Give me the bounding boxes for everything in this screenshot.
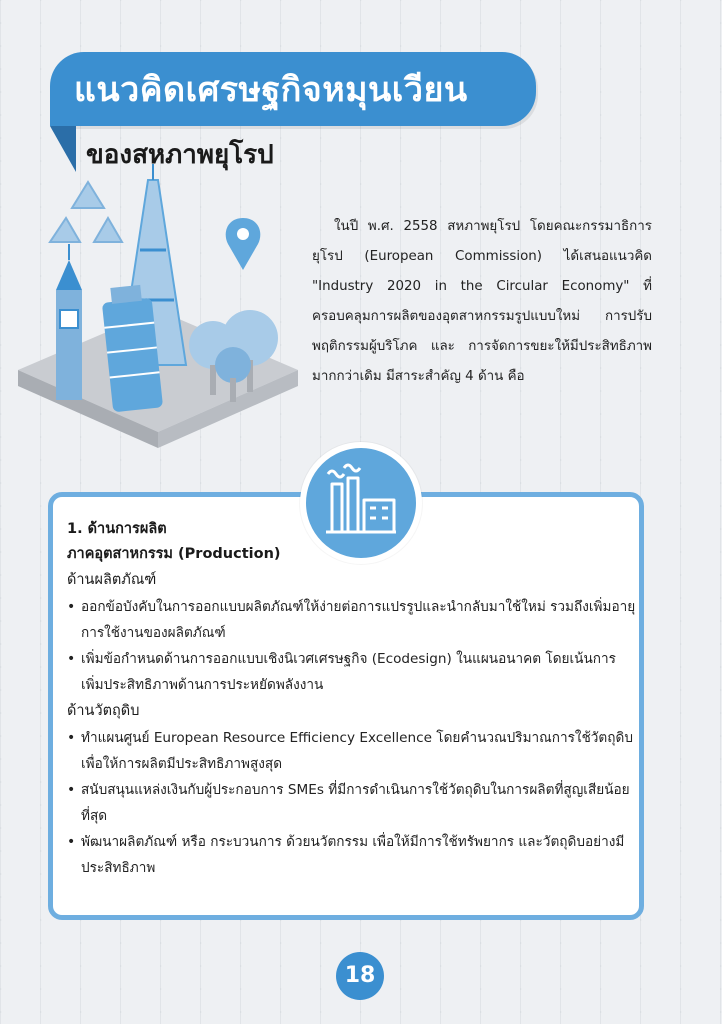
list-item: • เพิ่มข้อกำหนดด้านการออกแบบเชิงนิเวศเศรษฐกิจ (Ecodesign) ในแผนอนาคต โดยเน้นการเพิ่มประสิทธิภาพด้านการประหยัดพลังงาน bbox=[67, 646, 637, 698]
factory-icon bbox=[322, 462, 400, 540]
list-item: • สนับสนุนแหล่งเงินกับผู้ประกอบการ SMEs ที่มีการดำเนินการใช้วัตถุดิบในการผลิตที่สูญเสียน้อยที่สุด bbox=[67, 777, 637, 829]
group-title-product: ด้านผลิตภัณฑ์ bbox=[67, 572, 157, 588]
product-list bbox=[67, 594, 637, 698]
intro-text: ในปี พ.ศ. 2558 สหภาพยุโรป โดยคณะกรรมาธิการยุโรป (European Commission) ได้เสนอแนวคิด "Industry 2020 in the Circular Economy" ที่ครอบคลุมการผลิตของอุตสาหกรรมรูปแบบใหม่ การปรับพฤติกรรมผู้บริโภค และ การจัดการขยะให้มีประสิทธิภาพมากกว่าเดิม มีสาระสำคัญ 4 ด้าน คือ bbox=[312, 219, 652, 384]
material-list bbox=[67, 725, 637, 881]
section-badge bbox=[300, 442, 422, 564]
list-item: • ทำแผนศูนย์ European Resource Efficiency Excellence โดยคำนวณปริมาณการใช้วัตถุดิบเพื่อให้การผลิตมีประสิทธิภาพสูงสุด bbox=[67, 725, 637, 777]
page-title: แนวคิดเศรษฐกิจหมุนเวียน bbox=[74, 70, 468, 110]
group-title-material: ด้านวัตถุดิบ bbox=[67, 703, 140, 719]
title-banner bbox=[50, 52, 536, 126]
list-item: • ออกข้อบังคับในการออกแบบผลิตภัณฑ์ให้ง่ายต่อการแปรรูปและนำกลับมาใช้ใหม่ รวมถึงเพิ่มอายุการใช้งานของผลิตภัณฑ์ bbox=[67, 594, 637, 646]
page-subtitle: ของสหภาพยุโรป bbox=[86, 140, 274, 170]
list-item: • พัฒนาผลิตภัณฑ์ หรือ กระบวนการ ด้วยนวัตกรรม เพื่อให้มีการใช้ทรัพยากร และวัตถุดิบอย่างมีประสิทธิภาพ bbox=[67, 829, 637, 881]
europe-landmarks-icon bbox=[8, 160, 308, 460]
page-number: 18 bbox=[336, 952, 384, 1000]
intro-paragraph bbox=[312, 212, 652, 392]
section-heading: 1. ด้านการผลิต bbox=[67, 521, 167, 537]
section-subheading: ภาคอุตสาหกรรม (Production) bbox=[67, 546, 281, 562]
